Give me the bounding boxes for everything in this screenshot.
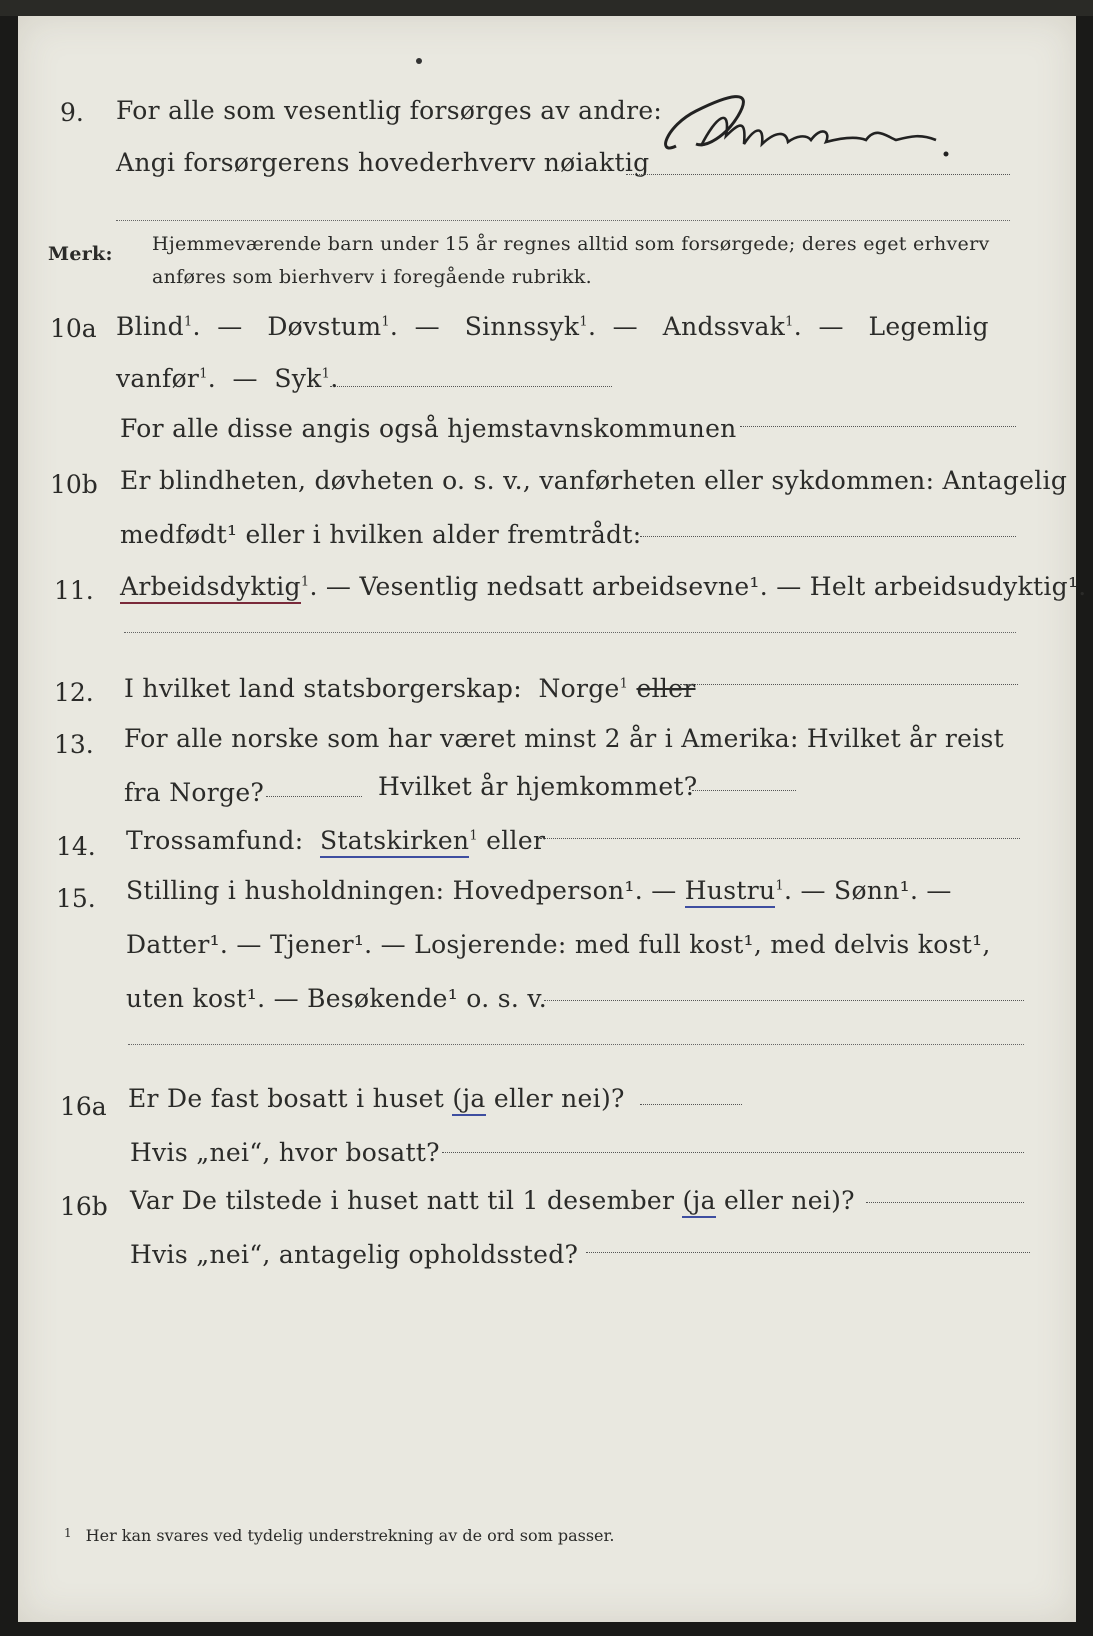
- merk-line2: anføres som bierhverv i foregående rubrikk.: [152, 266, 592, 288]
- q13-line2b: Hvilket år hjemkommet?: [378, 772, 698, 801]
- q10b-line2: medfødt¹ eller i hvilken alder fremtrådt:: [120, 520, 642, 549]
- q14-line: Trossamfund: Statskirken$^1$ eller: [126, 826, 545, 855]
- q16a-line2: Hvis „nei“, hvor bosatt?: [130, 1138, 440, 1167]
- q16b-opholdssted-line[interactable]: [586, 1252, 1030, 1253]
- q16a-line1: Er De fast bosatt i huset (ja eller nei)?: [128, 1084, 625, 1113]
- q10b-number: 10b: [50, 470, 98, 499]
- q10a-number: 10a: [50, 314, 97, 343]
- q9-line2: Angi forsørgerens hovederhverv nøiaktig: [116, 148, 650, 177]
- option-ja-16a[interactable]: (ja: [452, 1084, 485, 1116]
- q12-number: 12.: [54, 678, 94, 707]
- q15-answer-line[interactable]: [544, 1000, 1024, 1001]
- option-eller[interactable]: eller: [636, 674, 696, 703]
- option-hustru[interactable]: Hustru: [685, 876, 776, 908]
- q10a-kommune-line[interactable]: [740, 426, 1016, 427]
- option-norge[interactable]: Norge: [538, 674, 620, 703]
- q10a-line2: vanfør$^1$. — Syk$^1$.: [116, 364, 339, 393]
- handwritten-answer-icon: [646, 76, 1006, 176]
- q9-line1: For alle som vesentlig forsørges av andre:: [116, 96, 663, 125]
- option-sinnssyk[interactable]: Sinnssyk: [464, 312, 580, 341]
- q13-line2a: fra Norge?: [124, 778, 265, 807]
- q13-number: 13.: [54, 730, 94, 759]
- option-syk[interactable]: Syk: [274, 364, 322, 393]
- q11-rule: [124, 632, 1016, 633]
- option-statskirken[interactable]: Statskirken: [320, 826, 469, 858]
- footnote: [64, 1526, 615, 1545]
- q16b-line2: Hvis „nei“, antagelig opholdssted?: [130, 1240, 579, 1269]
- option-dovstum[interactable]: Døvstum: [267, 312, 382, 341]
- scan-edge: [0, 0, 1093, 16]
- option-blind[interactable]: Blind: [116, 312, 184, 341]
- ink-dot: [416, 58, 422, 64]
- q10b-answer-line[interactable]: [640, 536, 1016, 537]
- q14-number: 14.: [56, 832, 96, 861]
- q9-number: 9.: [60, 98, 84, 127]
- q9-rule: [116, 220, 1010, 221]
- footnote-text: Her kan svares ved tydelig understrekning av de ord som passer.: [85, 1526, 615, 1545]
- merk-label: Merk:: [48, 243, 113, 265]
- q13-reist-line[interactable]: [266, 796, 362, 797]
- q15-line2: Datter¹. — Tjener¹. — Losjerende: med full kost¹, med delvis kost¹,: [126, 930, 991, 959]
- q16b-number: 16b: [60, 1192, 108, 1221]
- q11-number: 11.: [54, 576, 94, 605]
- merk-line1: Hjemmeværende barn under 15 år regnes alltid som forsørgede; deres eget erhverv: [152, 233, 990, 255]
- option-andssvak[interactable]: Andssvak: [662, 312, 786, 341]
- q12-line: I hvilket land statsborgerskap: Norge$^1$ eller: [124, 674, 696, 703]
- q12-answer-line[interactable]: [680, 684, 1018, 685]
- q10a-line1: Blind$^1$. — Døvstum$^1$. — Sinnssyk$^1$. — Andssvak$^1$. — Legemlig: [116, 312, 989, 341]
- footnote-mark: 1: [64, 1526, 72, 1540]
- q15-line3: uten kost¹. — Besøkende¹ o. s. v.: [126, 984, 548, 1013]
- q16a-number: 16a: [60, 1092, 107, 1121]
- q10a-answer-line[interactable]: [330, 386, 612, 387]
- q15-line1: Stilling i husholdningen: Hovedperson¹. — Hustru$^1$. — Sønn¹. —: [126, 876, 952, 905]
- option-arbeidsdyktig[interactable]: Arbeidsdyktig: [120, 572, 301, 604]
- q10a-line3: For alle disse angis også hjemstavnskommunen: [120, 414, 737, 443]
- q16a-bosatt-line[interactable]: [442, 1152, 1024, 1153]
- option-legemlig[interactable]: Legemlig: [868, 312, 989, 341]
- q15-rule: [128, 1044, 1024, 1045]
- q13-line1: For alle norske som har været minst 2 år i Amerika: Hvilket år reist: [124, 724, 1005, 753]
- q11-line: Arbeidsdyktig$^1$. — Vesentlig nedsatt arbeidsevne¹. — Helt arbeidsudyktig¹.: [120, 572, 1087, 601]
- q10b-line1: Er blindheten, døvheten o. s. v., vanførheten eller sykdommen: Antagelig: [120, 466, 1068, 495]
- option-ja-16b[interactable]: (ja: [682, 1186, 715, 1218]
- q13-hjemkommet-line[interactable]: [692, 790, 796, 791]
- q15-number: 15.: [56, 884, 96, 913]
- q16b-line1: Var De tilstede i huset natt til 1 desember (ja eller nei)?: [130, 1186, 855, 1215]
- option-vanfor[interactable]: vanfør: [116, 364, 200, 393]
- q14-answer-line[interactable]: [540, 838, 1020, 839]
- q16a-answer-line[interactable]: [640, 1104, 742, 1105]
- census-form-page: [18, 16, 1076, 1622]
- q16b-answer-line[interactable]: [866, 1202, 1024, 1203]
